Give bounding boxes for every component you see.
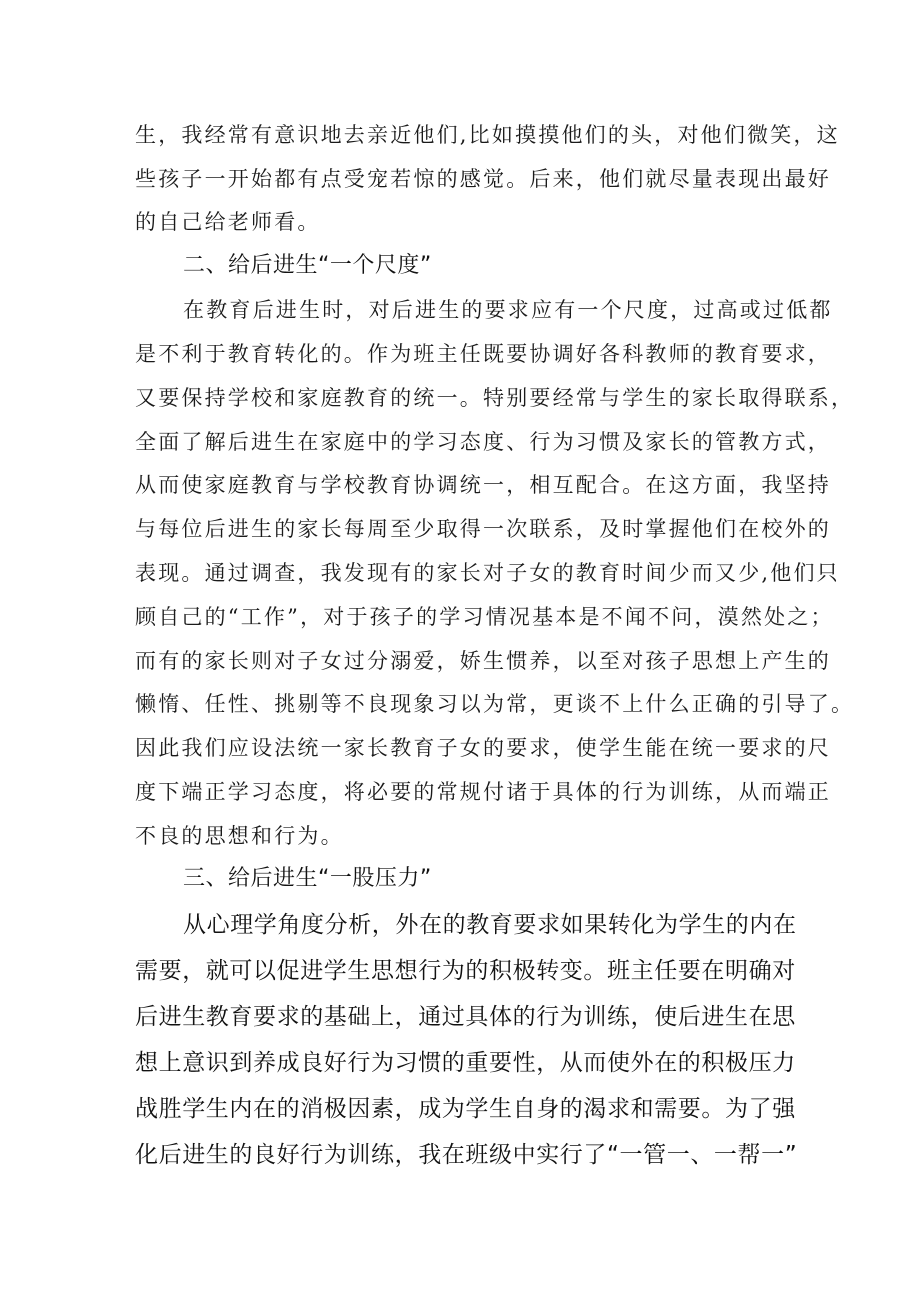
paragraph-line: 在教育后进生时，对后进生的要求应有一个尺度，过高或过低都	[183, 298, 833, 322]
paragraph-line: 从而使家庭教育与学校教育协调统一，相互配合。在这方面，我坚持	[135, 473, 831, 497]
paragraph-line: 战胜学生内在的消极因素，成为学生自身的渴求和需要。为了强	[135, 1096, 796, 1122]
paragraph-line: 是不利于教育转化的。作为班主任既要协调好各科教师的教育要求，	[135, 342, 831, 366]
paragraph-line: 而有的家长则对子女过分溺爱，娇生惯养，以至对孩子思想上产生的	[135, 649, 831, 673]
paragraph-line: 化后进生的良好行为训练，我在班级中实行了“一管一、一帮一”	[135, 1142, 798, 1168]
paragraph-line: 全面了解后进生在家庭中的学习态度、行为习惯及家长的管教方式，	[135, 430, 831, 454]
section-heading: 二、给后进生“一个尺度”	[183, 253, 432, 278]
paragraph-line: 生，我经常有意识地去亲近他们,比如摸摸他们的头，对他们微笑，这	[135, 123, 840, 147]
paragraph-line: 从心理学角度分析，外在的教育要求如果转化为学生的内在	[183, 912, 797, 938]
paragraph-line: 与每位后进生的家长每周至少取得一次联系，及时掌握他们在校外的	[135, 517, 831, 541]
paragraph-line: 的自己给老师看。	[135, 210, 321, 234]
paragraph-line: 不良的思想和行为。	[135, 824, 344, 848]
paragraph-line: 些孩子一开始都有点受宠若惊的感觉。后来，他们就尽量表现出最好	[135, 167, 831, 191]
paragraph-line: 需要，就可以促进学生思想行为的积极转变。班主任要在明确对	[135, 958, 796, 984]
paragraph-line: 想上意识到养成良好行为习惯的重要性，从而使外在的积极压力	[135, 1050, 796, 1076]
paragraph-line: 顾自己的“工作”，对于孩子的学习情况基本是不闻不问，漠然处之；	[135, 605, 834, 629]
paragraph-line: 后进生教育要求的基础上，通过具体的行为训练，使后进生在思	[135, 1004, 796, 1030]
paragraph-line: 又要保持学校和家庭教育的统一。特别要经常与学生的家长取得联系，	[135, 386, 855, 410]
paragraph-line: 度下端正学习态度，将必要的常规付诸于具体的行为训练，从而端正	[135, 780, 831, 804]
paragraph-line: 因此我们应设法统一家长教育子女的要求，使学生能在统一要求的尺	[135, 736, 831, 760]
paragraph-line: 懒惰、任性、挑剔等不良现象习以为常，更谈不上什么正确的引导了。	[135, 692, 855, 716]
section-heading: 三、给后进生“一股压力”	[183, 866, 432, 891]
paragraph-line: 表现。通过调查，我发现有的家长对子女的教育时间少而又少,他们只	[135, 561, 840, 585]
